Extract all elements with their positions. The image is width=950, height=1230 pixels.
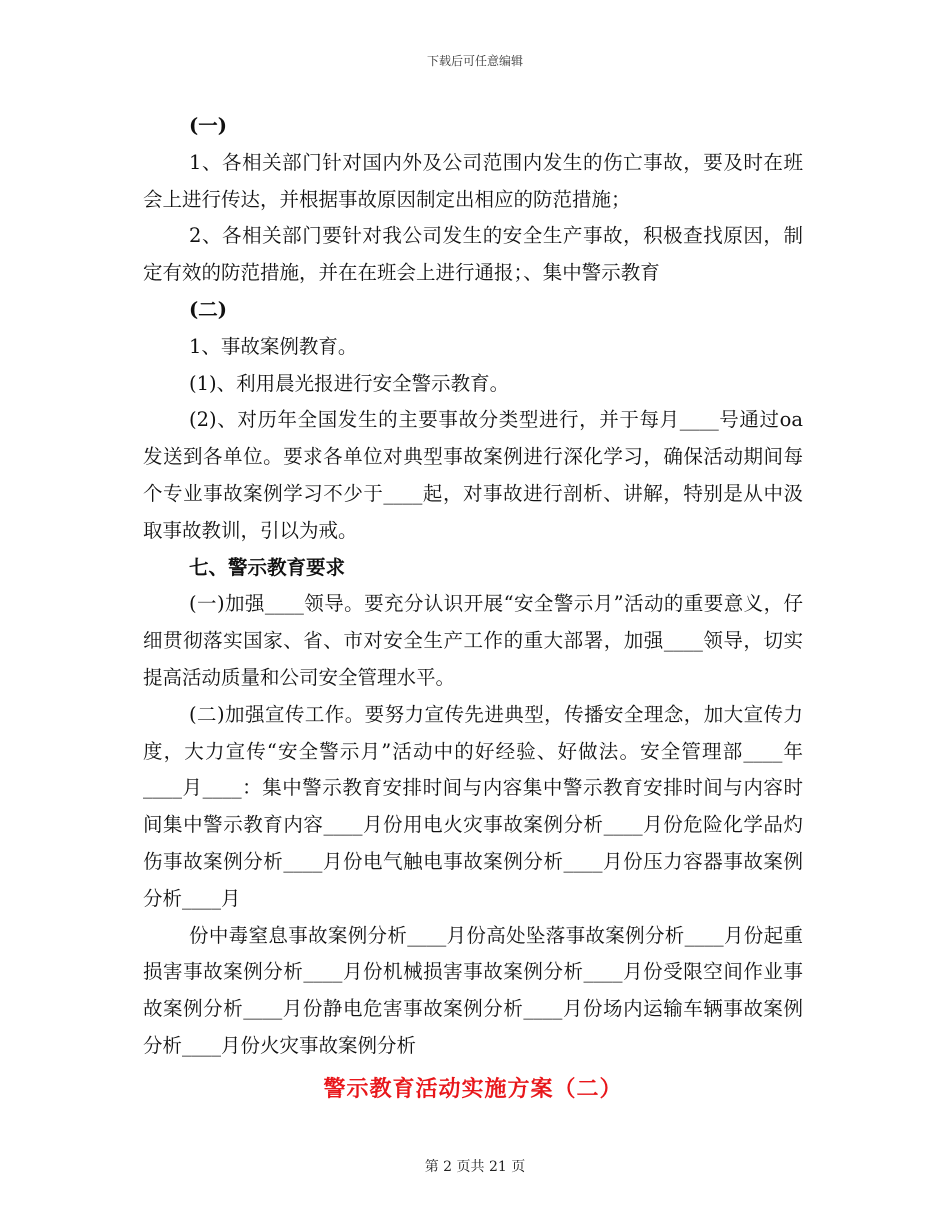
section-heading-7: 七、警示教育要求 [189,555,346,579]
paragraph: (二)加强宣传工作。要努力宣传先进典型，传播安全理念，加大宣传力度，大力宣传“安全警示月”活动中的好经验、好做法。安全管理部____年____月____：集中警示教育安排时间与内容集中警示教育安排时间与内容时间集中警示教育内容____月份用电火灾事故案例分析____月份危险化学品灼伤事故案例分析____月份电气触电事故案例分析____月份压力容器事故案例分析____月 [143,702,803,910]
page-header: 下载后可任意编辑 [426,54,523,68]
paragraph: 2、各相关部门要针对我公司发生的安全生产事故，积极查找原因，制定有效的防范措施，并在在班会上进行通报；、集中警示教育 [143,224,803,285]
section-heading-1: (一) [189,114,227,137]
section-heading-2: (二) [189,297,227,321]
document-body [143,108,803,1108]
paragraph: 1、各相关部门针对国内外及公司范围内发生的伤亡事故，要及时在班会上进行传达，并根据事故原因制定出相应的防范措施； [143,150,803,211]
paragraph: 1、事故案例教育。 [189,334,358,358]
paragraph: (2)、对历年全国发生的主要事故分类型进行，并于每月____号通过oa发送到各单位。要求各单位对典型事故案例进行深化学习，确保活动期间每个专业事故案例学习不少于____起，对事故进行剖析、讲解，特别是从中汲取事故教训，引以为戒。 [143,408,803,542]
paragraph: (1)、利用晨光报进行安全警示教育。 [189,371,510,395]
paragraph: (一)加强____领导。要充分认识开展“安全警示月”活动的重要意义，仔细贯彻落实国家、省、市对安全生产工作的重大部署，加强____领导，切实提高活动质量和公司安全管理水平。 [143,592,803,689]
paragraph: 份中毒窒息事故案例分析____月份高处坠落事故案例分析____月份起重损害事故案例分析____月份机械损害事故案例分析____月份受限空间作业事故案例分析____月份静电危害事故案例分析____月份场内运输车辆事故案例分析____月份火灾事故案例分析 [143,923,803,1057]
document-title: 警示教育活动实施方案（二） [323,1075,623,1102]
page-number: 第 2 页共 21 页 [424,1159,526,1175]
